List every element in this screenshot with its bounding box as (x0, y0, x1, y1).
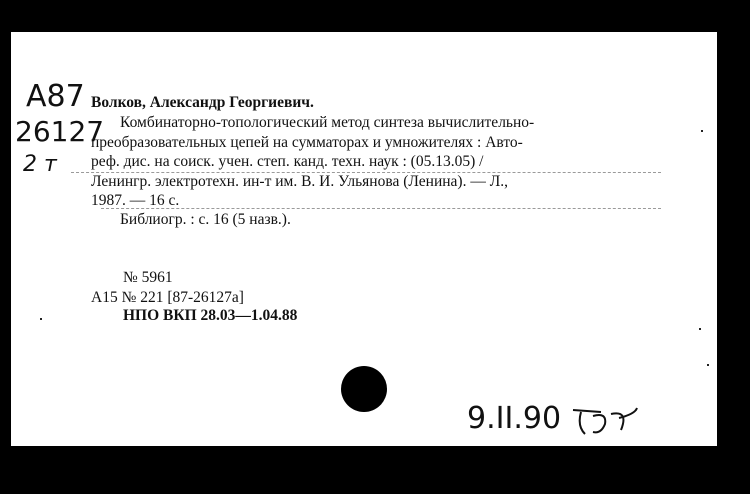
description-line: преобразовательных цепей на сумматорах и умножителях : Авто- (91, 134, 523, 151)
description-line: 1987. — 16 с. (91, 192, 180, 209)
registry-number: № 5961 (123, 269, 173, 286)
handwritten-code-top: А87 (26, 79, 85, 114)
description-line: Комбинаторно-топологический метод синтеза вычислительно- (120, 114, 535, 131)
handwritten-code-bottom: 2 т (23, 152, 57, 177)
scan-speck (699, 328, 701, 330)
author-heading: Волков, Александр Георгиевич. (91, 94, 314, 111)
scan-speck (40, 318, 42, 320)
scan-line (101, 208, 661, 209)
catalog-line: А15 № 221 [87-26127а] (91, 289, 244, 306)
description-line: Ленингр. электротехн. ин-т им. В. И. Ульянова (Ленина). — Л., (91, 173, 508, 190)
handwritten-date: 9.II.90 (467, 401, 562, 436)
signature-scribble (571, 404, 641, 440)
scan-speck (707, 364, 709, 366)
scan-speck (701, 130, 703, 132)
catalog-card (11, 32, 717, 446)
handwritten-code-middle: 26127 (15, 115, 105, 148)
description-line: реф. дис. на соиск. учен. степ. канд. техн. наук : (05.13.05) / (91, 153, 484, 170)
bibliography-note: Библиогр. : с. 16 (5 назв.). (120, 211, 291, 228)
card-punch-hole (341, 366, 387, 412)
npo-line: НПО ВКП 28.03—1.04.88 (123, 307, 298, 324)
